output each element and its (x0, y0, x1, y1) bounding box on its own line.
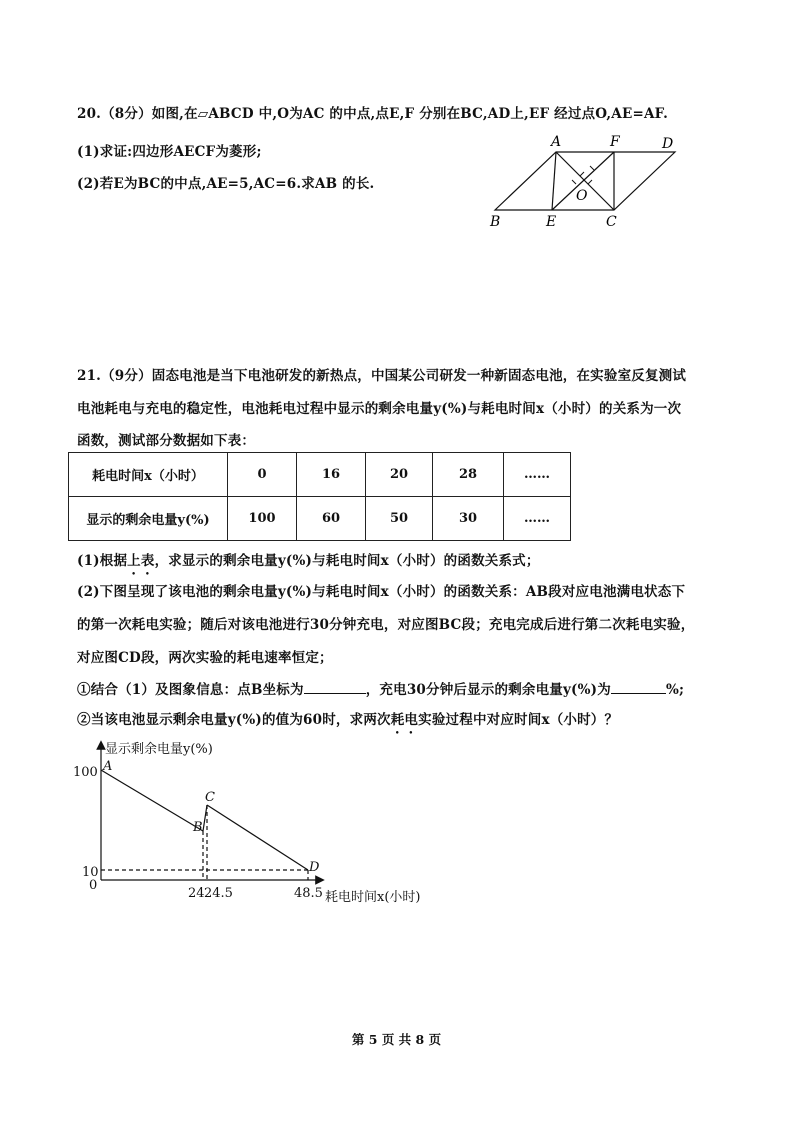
q21-sub1-c: %; (665, 682, 685, 698)
q21-stem-line1: 21.（9分）固态电池是当下电池研发的新热点，中国某公司研发一种新固态电池，在实验室反复测试 (77, 368, 687, 384)
tick-x24: 24 (188, 886, 205, 901)
label-d: D (662, 136, 674, 152)
segment-ae (552, 152, 556, 210)
q21-part1-b: ，求显示的剩余电量y(%)与耗电时间x（小时）的函数关系式； (154, 553, 540, 569)
tick-origin: 0 (89, 878, 98, 893)
table-header-x: 耗电时间x（小时） (69, 453, 228, 497)
table-row (69, 497, 571, 541)
table-cell: 0 (228, 453, 297, 497)
table-cell: …… (504, 453, 571, 497)
q21-sub1-a: ①结合（1）及图象信息：点B坐标为 (77, 682, 304, 698)
point-d: D (309, 860, 320, 875)
table-cell: …… (504, 497, 571, 541)
q21-part2-line1: (2)下图呈现了该电池的剩余电量y(%)与耗电时间x（小时）的函数关系：AB段对应电池满电状态下 (77, 584, 686, 600)
table-cell: 30 (433, 497, 504, 541)
label-c: C (606, 214, 617, 230)
table-cell: 16 (297, 453, 366, 497)
answer-blank-b-coordinate[interactable] (304, 681, 366, 694)
battery-graph (70, 735, 450, 915)
table-cell: 50 (366, 497, 433, 541)
label-e: E (546, 214, 557, 230)
data-table (68, 452, 571, 541)
q21-sub2-b: 实验过程中对应时间x（小时）？ (418, 712, 619, 728)
point-b: B (193, 820, 203, 835)
segment-cd (207, 805, 308, 870)
q21-part1-a: (1)根据 (77, 553, 128, 569)
tick-x485: 48.5 (294, 886, 323, 901)
tick-y10: 10 (82, 865, 99, 880)
page-footer: 第 5 页 共 8 页 (351, 1032, 442, 1047)
table-row (69, 453, 571, 497)
parallelogram-figure (480, 130, 700, 230)
q21-part1 (77, 549, 540, 578)
table-cell: 100 (228, 497, 297, 541)
table-cell: 20 (366, 453, 433, 497)
table-cell: 28 (433, 453, 504, 497)
q21-sub1-b: ，充电30分钟后显示的剩余电量y(%)为 (365, 682, 611, 698)
table-cell: 60 (297, 497, 366, 541)
graph-xlabel: 耗电时间x(小时) (325, 890, 421, 905)
label-o: O (576, 188, 588, 204)
answer-blank-charge[interactable] (611, 681, 666, 694)
q21-sub2 (77, 708, 618, 737)
point-a: A (103, 759, 113, 774)
label-b: B (490, 214, 501, 230)
tick-y100: 100 (73, 765, 98, 780)
q21-stem-line3: 函数，测试部分数据如下表： (77, 433, 256, 449)
table-header-y: 显示的剩余电量y(%) (69, 497, 228, 541)
q21-part2-line3: 对应图CD段，两次实验的耗电速率恒定； (77, 650, 333, 666)
q21-stem-line2: 电池耗电与充电的稳定性，电池耗电过程中显示的剩余电量y(%)与耗电时间x（小时）的关系为一次 (77, 401, 682, 417)
q21-part1-dotted: 上表 (127, 553, 155, 569)
q21-sub1 (77, 678, 684, 698)
graph-ylabel: 显示剩余电量y(%) (105, 742, 213, 757)
q21-part2-line2: 的第一次耗电实验；随后对该电池进行30分钟充电，对应图BC段；充电完成后进行第二次耗电实验， (77, 617, 695, 633)
point-c: C (205, 790, 215, 805)
label-a: A (551, 134, 562, 150)
segment-ab (101, 770, 203, 831)
q20-stem: 20.（8分）如图,在▱ABCD 中,O为AC 的中点,点E,F 分别在BC,AD上,EF 经过点O,AE=AF. (77, 106, 668, 122)
q21-sub2-dotted: 耗电 (390, 712, 419, 728)
q20-part2: (2)若E为BC的中点,AE=5,AC=6.求AB 的长. (77, 176, 375, 192)
label-f: F (610, 134, 620, 150)
q21-sub2-a: ②当该电池显示剩余电量y(%)的值为60时，求两次 (77, 712, 391, 728)
tick-x245: 24.5 (204, 886, 233, 901)
q20-part1: (1)求证:四边形AECF为菱形; (77, 144, 262, 160)
